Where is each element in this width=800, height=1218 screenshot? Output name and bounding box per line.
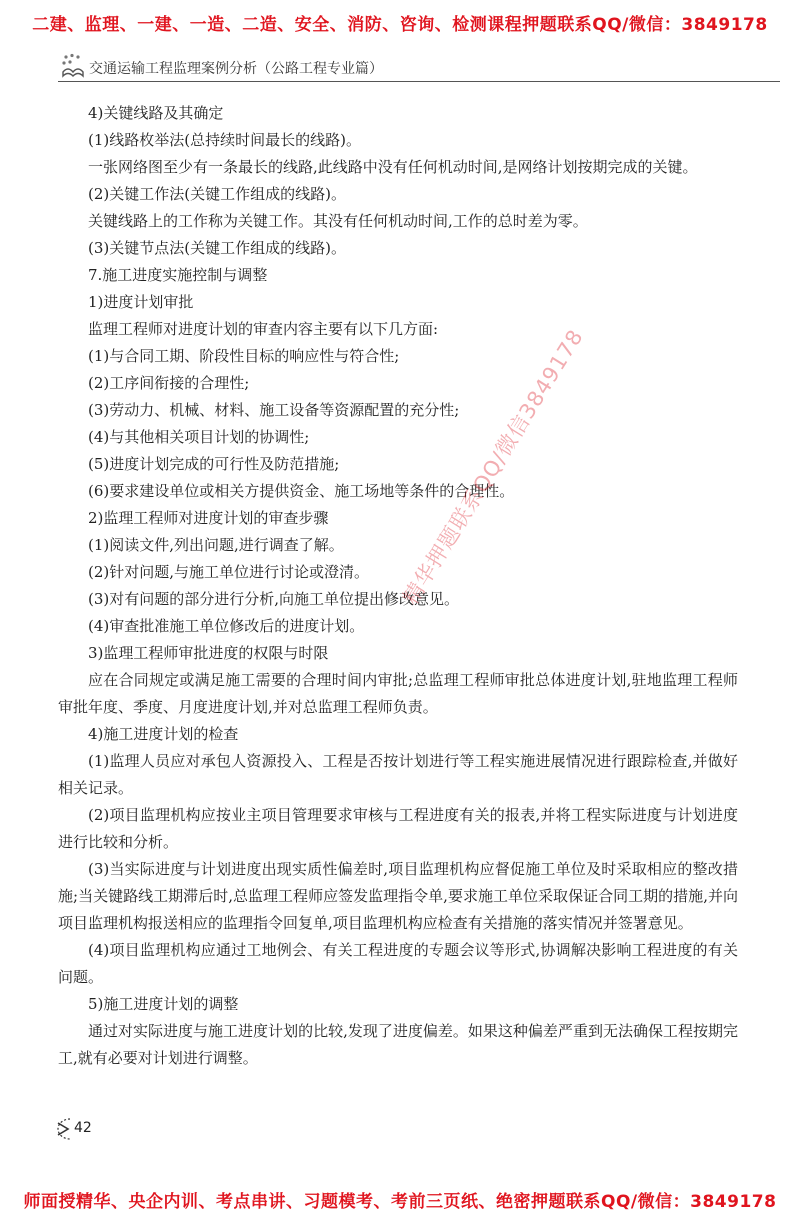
paragraph: 应在合同规定或满足施工需要的合理时间内审批;总监理工程师审批总体进度计划,驻地监理工程师审批年度、季度、月度进度计划,并对总监理工程师负责。 (58, 671, 738, 716)
header-rule (58, 81, 780, 82)
paragraph: 4)施工进度计划的检查 (88, 725, 239, 743)
paragraph: 4)关键线路及其确定 (88, 104, 224, 122)
top-promo-banner: 二建、监理、一建、一造、二造、安全、消防、咨询、检测课程押题联系QQ/微信：3849178 (32, 15, 768, 35)
paragraph: (5)进度计划完成的可行性及防范措施; (88, 455, 340, 473)
paragraph: (2)项目监理机构应按业主项目管理要求审核与工程进度有关的报表,并将工程实际进度与计划进度进行比较和分析。 (58, 806, 738, 851)
paragraph: 5)施工进度计划的调整 (88, 995, 239, 1013)
paragraph: 监理工程师对进度计划的审查内容主要有以下几方面: (88, 320, 439, 338)
paragraph: (1)与合同工期、阶段性目标的响应性与符合性; (88, 347, 400, 365)
page-number-badge (56, 1117, 102, 1141)
paragraph: (4)审查批准施工单位修改后的进度计划。 (88, 617, 365, 635)
paragraph: 一张网络图至少有一条最长的线路,此线路中没有任何机动时间,是网络计划按期完成的关键。 (88, 158, 698, 176)
paragraph: 3)监理工程师审批进度的权限与时限 (88, 644, 329, 662)
diagonal-watermark: 精华押题联系QQ/微信3849178 (398, 325, 589, 609)
paragraph: 通过对实际进度与施工进度计划的比较,发现了进度偏差。如果这种偏差严重到无法确保工程按期完工,就有必要对计划进行调整。 (58, 1022, 738, 1067)
book-ornament-icon (60, 52, 86, 78)
paragraph: 1)进度计划审批 (88, 293, 194, 311)
paragraph: (6)要求建设单位或相关方提供资金、施工场地等条件的合理性。 (88, 482, 515, 500)
paragraph: (4)项目监理机构应通过工地例会、有关工程进度的专题会议等形式,协调解决影响工程进度的有关问题。 (58, 941, 738, 986)
paragraph: (2)工序间衔接的合理性; (88, 374, 250, 392)
paragraph: 关键线路上的工作称为关键工作。其没有任何机动时间,工作的总时差为零。 (88, 212, 588, 230)
paragraph: (1)阅读文件,列出问题,进行调查了解。 (88, 536, 344, 554)
page-body (58, 100, 738, 1072)
paragraph: (2)关键工作法(关键工作组成的线路)。 (88, 185, 346, 203)
running-header (40, 48, 780, 84)
paragraph: (3)对有问题的部分进行分析,向施工单位提出修改意见。 (88, 590, 460, 608)
page-number: 42 (74, 1120, 92, 1136)
section-heading: 7.施工进度实施控制与调整 (88, 266, 268, 284)
paragraph: (3)劳动力、机械、材料、施工设备等资源配置的充分性; (88, 401, 460, 419)
paragraph: (3)关键节点法(关键工作组成的线路)。 (88, 239, 346, 257)
paragraph: (2)针对问题,与施工单位进行讨论或澄清。 (88, 563, 370, 581)
paragraph: (1)监理人员应对承包人资源投入、工程是否按计划进行等工程实施进展情况进行跟踪检查,并做好相关记录。 (58, 752, 738, 797)
paragraph: (1)线路枚举法(总持续时间最长的线路)。 (88, 131, 361, 149)
paragraph: (4)与其他相关项目计划的协调性; (88, 428, 310, 446)
running-header-title: 交通运输工程监理案例分析（公路工程专业篇） (89, 61, 383, 77)
paragraph: (3)当实际进度与计划进度出现实质性偏差时,项目监理机构应督促施工单位及时采取相应的整改措施;当关键路线工期滞后时,总监理工程师应签发监理指令单,要求施工单位采取保证合同工期的措施,并向项目监理机构报送相应的监理指令回复单,项目监理机构应检查有关措施的落实情况并签署意见。 (58, 860, 738, 932)
paragraph: 2)监理工程师对进度计划的审查步骤 (88, 509, 329, 527)
bottom-promo-banner: 师面授精华、央企内训、考点串讲、习题模考、考前三页纸、绝密押题联系QQ/微信：3849178 (23, 1192, 777, 1212)
